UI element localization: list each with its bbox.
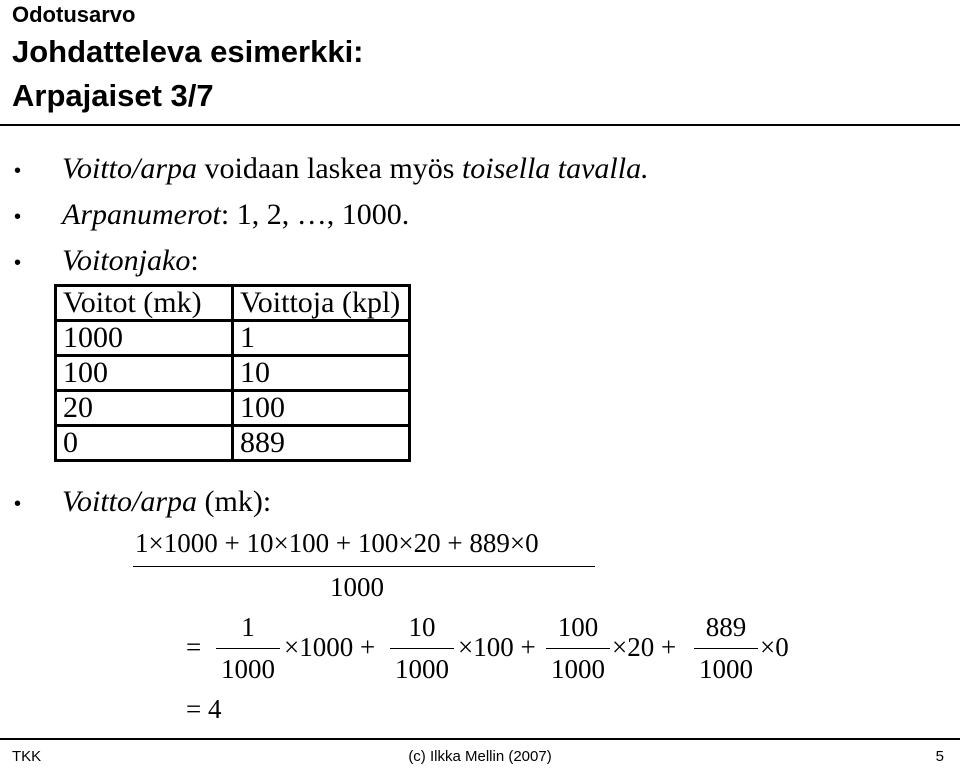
formula-result: = 4 — [186, 694, 222, 724]
table-row — [56, 426, 410, 461]
footer-institution: TKK — [12, 748, 42, 765]
formula-denominator: 1000 — [330, 572, 384, 602]
bullet-icon: • — [14, 493, 22, 515]
bullet-3-body: : — [190, 244, 199, 277]
slide-title-line1: Johdatteleva esimerkki: — [12, 34, 364, 69]
bullet-2-body: : 1, 2, …, 1000. — [220, 198, 410, 231]
term-3-multiplier: ×20 + — [612, 632, 677, 662]
fraction-bar — [694, 648, 758, 649]
term-1-multiplier: ×1000 + — [284, 632, 376, 662]
fraction-1-numerator: 1 — [241, 612, 255, 642]
fraction-bar — [216, 648, 280, 649]
fraction-4-numerator: 889 — [705, 612, 747, 642]
term-4-multiplier: ×0 — [760, 632, 789, 662]
bullet-1-body: voidaan laskea myös — [197, 152, 462, 185]
fraction-2-denominator: 1000 — [395, 654, 449, 684]
footer-copyright: (c) Ilkka Mellin (2007) — [408, 748, 552, 765]
prize-distribution-table — [54, 284, 411, 462]
equals-sign: = — [186, 632, 202, 662]
table-cell: 10 — [233, 356, 410, 391]
fraction-bar — [133, 566, 595, 567]
fraction-bar — [546, 648, 610, 649]
bullet-icon: • — [14, 252, 22, 274]
bullet-1-emphasis: toisella tavalla. — [461, 152, 649, 185]
fraction-3-numerator: 100 — [557, 612, 599, 642]
table-cell: 0 — [56, 426, 233, 461]
table-cell: 100 — [233, 391, 410, 426]
bullet-4-term: Voitto/arpa — [62, 485, 198, 518]
formula-numerator: 1×1000 + 10×100 + 100×20 + 889×0 — [135, 528, 539, 558]
table-row — [56, 321, 410, 356]
term-2-multiplier: ×100 + — [458, 632, 536, 662]
bullet-4-text — [62, 485, 271, 519]
header-divider — [0, 124, 960, 126]
table-cell: 20 — [56, 391, 233, 426]
bullet-1-text — [62, 152, 649, 186]
table-cell: 889 — [233, 426, 410, 461]
bullet-4-body: (mk): — [197, 485, 272, 518]
fraction-2-numerator: 10 — [408, 612, 436, 642]
table-row — [56, 356, 410, 391]
section-label: Odotusarvo — [12, 2, 136, 27]
fraction-bar — [390, 648, 454, 649]
bullet-3-text — [62, 244, 199, 278]
table-cell: 100 — [56, 356, 233, 391]
bullet-2-term: Arpanumerot — [62, 198, 221, 231]
fraction-4-denominator: 1000 — [699, 654, 753, 684]
slide-title-line2: Arpajaiset 3/7 — [12, 78, 214, 113]
footer-divider — [0, 738, 960, 740]
table-header-cell: Voitot (mk) — [56, 286, 233, 321]
fraction-3-denominator: 1000 — [551, 654, 605, 684]
bullet-icon: • — [14, 206, 22, 228]
table-header-cell: Voittoja (kpl) — [233, 286, 410, 321]
table-row — [56, 391, 410, 426]
bullet-2-text — [62, 198, 409, 232]
page-number: 5 — [935, 748, 944, 765]
table-cell: 1 — [233, 321, 410, 356]
bullet-1-term: Voitto/arpa — [62, 152, 198, 185]
table-cell: 1000 — [56, 321, 233, 356]
bullet-3-term: Voitonjako — [62, 244, 191, 277]
fraction-1-denominator: 1000 — [221, 654, 275, 684]
bullet-icon: • — [14, 160, 22, 182]
table-header-row — [56, 286, 410, 321]
